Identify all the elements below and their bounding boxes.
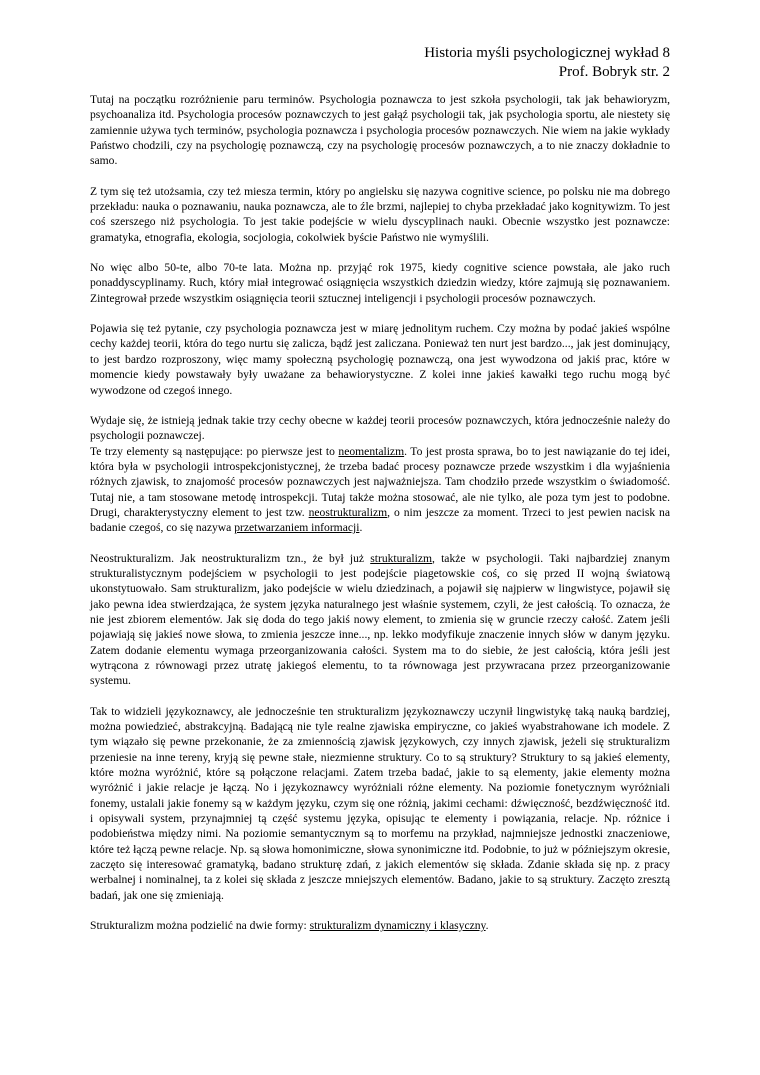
- paragraph: Tutaj na początku rozróżnienie paru terminów. Psychologia poznawcza to jest szkoła psychologii, tak jak behawioryzm, psychoanaliza itd. Psychologia procesów poznawczych to jest gałąź psychologii tak, jak psychologia sportu, ale niestety się zamiennie używa tych terminów, psychologia poznawcza i psychologia procesów poznawczych. Nie wiem na jakie wykłady Państwo chodzili, czy na psychologię poznawczą, czy na psychologię procesów poznawczych, a to nie znaczy dokładnie to samo.: [90, 93, 670, 168]
- paragraph-neostrukturalizm: Neostrukturalizm. Jak neostrukturalizm tzn., że był już strukturalizm, także w psychologii. Taki najbardziej znanym strukturalistycznym podejściem w psychologii to jest podejście piagetowskie coś, co się przed II wojną światową ukonstytuowało. Sam strukturalizm, jako podejście w wielu dziedzinach, a pojawił się najpierw w lingwistyce, pojawił się jako pewna idea stwierdzająca, że system języka naturalnego jest właśnie systemem, czyli, że jest całością. To oznacza, że nie jest zbiorem elementów. Jak się doda do tego jakiś nowy element, to zmienia się w gruncie rzeczy całość. Zatem jeśli pojawiają się jakieś nowe słowa, to zmienia jeszcze inne..., np. lekko modyfikuje znaczenie innych słów w danym języku. Zatem dodanie elementu wymaga przeorganizowania całości. System ma to do siebie, że jest całością, która jeśli jest wytrącona z równowagi przez utratę jakiegoś elementu, to ta równowaga jest przywracana przez przeorganizowanie systemu.: [90, 551, 670, 688]
- term-strukturalizm: strukturalizm: [370, 551, 433, 565]
- header-subtitle: Prof. Bobryk str. 2: [558, 64, 670, 80]
- document-body: [90, 92, 670, 949]
- paragraph-elements: Te trzy elementy są następujące: po pierwsze jest to neomentalizm. To jest prosta sprawa, bo to jest nawiązanie do tej idei, która była w psychologii introspekcjonistycznej, że trzeba badać procesy poznawcze przede wszystkim i dla wyjaśnienia różnych zjawisk, to znajomość procesów poznawczych jest najważniejsza. Tam chodziło przede wszystkim o świadomość. Tutaj nie, a tam stosowane metodę introspekcji. Tutaj także można stosować, ale nie tylko, ale poza tym jest to podobne. Drugi, charakterystyczny element to jest tzw. neostrukturalizm, o nim jeszcze za moment. Trzeci to jest pewien nacisk na badanie czegoś, co się nazywa przetwarzaniem informacji.: [90, 444, 671, 535]
- paragraph-final: Strukturalizm można podzielić na dwie formy: strukturalizm dynamiczny i klasyczny.: [90, 919, 489, 933]
- paragraph-linguistics: Tak to widzieli językoznawcy, ale jednocześnie ten strukturalizm językoznawczy uczynił lingwistykę taką nauką bardziej, można powiedzieć, abstrakcyjną. Badającą nie tyle realne zjawiska empiryczne, co jakieś wyabstrahowane ich modele. Z tym wiązało się pewne przekonanie, że za zmiennością zjawisk językowych, czy innych zjawisk, jeżeli się strukturalizm przeniesie na inne tereny, kryją się pewne stałe, niezmienne struktury. Co to są struktury? Struktury to są jakieś elementy, które można wyróżnić, które są połączone relacjami. Zatem trzeba badać, jakie to są elementy, jakie elementy można wyróżnić i jakie relacje je łączą. No i językoznawcy wyróżniali różne elementy. Na poziomie fonetycznym wyróżniali fonemy, ustalali jakie fonemy są w każdym języku, czym się one różnią, jakimi cechami: dźwięczność, bezdźwięczność itd. i opisywali system, przynajmniej tą część systemu języka, opisując te elementy i powiązania, relacje. Np. różnice i podobieństwa między nimi. Na poziomie semantycznym są to morfemu na przykład, najmniejsze jednostki znaczeniowe, które też łączą pewne relacje. Np. są słowa homonimiczne, słowa synonimiczne itd. Podobnie, to już w późniejszym okresie, zaczęto się interesować gramatyką, badano strukturę zdań, z jakich elementów się składa. Zdanie składa się np. z pracy werbalnej i nominalnej, ta z kolei się składa z jeszcze mniejszych elementów. Badano, jakie to są struktury. Zaczęto zresztą badań, jak one się zmieniają.: [90, 704, 670, 902]
- paragraph: Wydaje się, że istnieją jednak takie trzy cechy obecne w każdej teorii procesów poznawczych, która jednocześnie należy do psychologii poznawczej.: [90, 413, 670, 443]
- paragraph: Z tym się też utożsamia, czy też miesza termin, który po angielsku się nazywa cognitive science, po polsku nie ma dobrego przekładu: nauka o poznawaniu, nauka poznawcza, ale to źle brzmi, najlepiej to chyba przekładać jako kognitywizm. To jest coś szerszego niż psychologia. To jest takie podejście w wielu dyscyplinach nauki. Obecnie wszystko jest poznawcze: gramatyka, etnografia, ekologia, socjologia, cokolwiek byście Państwo nie wymyślili.: [90, 184, 670, 244]
- paragraph: No więc albo 50-te, albo 70-te lata. Można np. przyjąć rok 1975, kiedy cognitive science powstała, ale jako ruch ponaddyscyplinamy. Ruch, który miał integrować osiągnięcia wszystkich dziedzin wiedzy, które zajmują się poznawaniem. Zintegrował przede wszystkim osiągnięcia teorii sztucznej inteligencji i psychologii procesów poznawczych.: [90, 261, 670, 305]
- term-strukturalizm-forms: strukturalizm dynamiczny i klasyczny: [309, 919, 486, 933]
- term-przetwarzanie-informacji: przetwarzaniem informacji: [234, 521, 360, 535]
- term-neostrukturalizm: neostrukturalizm: [308, 505, 388, 519]
- paragraph: Pojawia się też pytanie, czy psychologia poznawcza jest w miarę jednolitym ruchem. Czy można by podać jakieś wspólne cechy każdej teorii, która do tego nurtu się zalicza, bądź jest zaliczana. Ponieważ ten nurt jest bardzo..., jak jest dominujący, to jest bardzo rozproszony, więc mamy społeczną psychologię poznawczą, ona jest wywodzona od jakiś prac, które w momencie kiedy powstawały były uważane za behawiorystyczne. Z kolei inne jakieś kawałki tego ruchu mogą być wywodzone od czegoś innego.: [90, 322, 670, 397]
- header-title: Historia myśli psychologicznej wykład 8: [424, 45, 670, 61]
- term-neomentalizm: neomentalizm: [338, 444, 405, 458]
- page-header: [424, 44, 670, 82]
